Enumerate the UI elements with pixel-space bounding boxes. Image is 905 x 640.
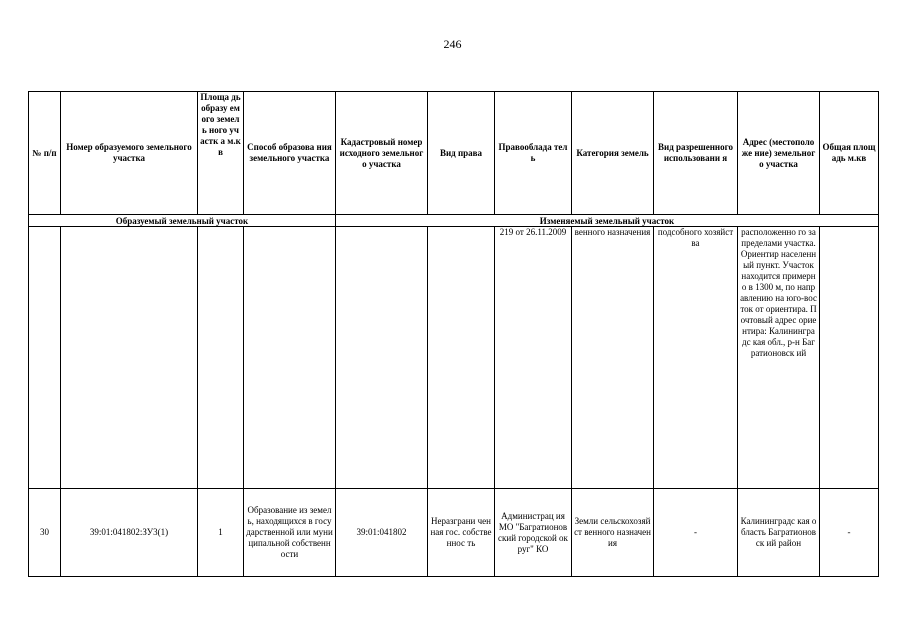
- table-row: [29, 227, 879, 489]
- land-plot-table: [28, 91, 879, 577]
- table-cell: Земли сельскохозяйст венного назначения: [572, 489, 654, 577]
- table-cell: [61, 227, 198, 489]
- table-cell: 30: [29, 489, 61, 577]
- table-cell: [198, 227, 244, 489]
- header-cell: Вид разрешенного использовани я: [654, 92, 738, 215]
- header-cell: Общая площадь м.кв: [820, 92, 879, 215]
- header-cell: Способ образова ния земельного участка: [244, 92, 336, 215]
- header-cell: Площа дь образу емого земель ного участк а м.кв: [198, 92, 244, 215]
- table-cell: 219 от 26.11.2009: [495, 227, 572, 489]
- table-cell: -: [654, 489, 738, 577]
- header-cell: Адрес (местоположе ние) земельного участка: [738, 92, 820, 215]
- header-row: [29, 92, 879, 215]
- table-cell: 1: [198, 489, 244, 577]
- header-cell: Вид права: [428, 92, 495, 215]
- header-cell: Кадастровый номер исходного земельного участка: [336, 92, 428, 215]
- table-cell: венного назначения: [572, 227, 654, 489]
- table-cell: -: [820, 489, 879, 577]
- table-cell: 39:01:041802: [336, 489, 428, 577]
- header-cell: № п/п: [29, 92, 61, 215]
- header-cell: Правооблада тель: [495, 92, 572, 215]
- table-row: [29, 489, 879, 577]
- section-row: [29, 215, 879, 227]
- table-cell: Администрац ия МО "Багратионов ский городской округ" КО: [495, 489, 572, 577]
- table-cell: [336, 227, 428, 489]
- table-cell: [820, 227, 879, 489]
- table-cell: Калининградс кая область Багратионовск ий район: [738, 489, 820, 577]
- table-cell: Образование из земель, находящихся в государственной или муниципальной собственности: [244, 489, 336, 577]
- table-cell: Неразграни ченная гос. собственнос ть: [428, 489, 495, 577]
- header-cell: Номер образуемого земельного участка: [61, 92, 198, 215]
- page-number: 246: [443, 37, 462, 51]
- table-cell: [244, 227, 336, 489]
- header-cell: Категория земель: [572, 92, 654, 215]
- section-right: Изменяемый земельный участок: [336, 215, 879, 227]
- table-cell: [29, 227, 61, 489]
- table-cell: [428, 227, 495, 489]
- table-cell: 39:01:041802:ЗУ3(1): [61, 489, 198, 577]
- table-cell: расположенно го за пределами участка. Ориентир населенный пункт. Участок находится примерно в 1300 м, по направлению на юго-восток от ориентира. Почтовый адрес ориентира: Калининградс кая обл., р-н Багратионовск ий: [738, 227, 820, 489]
- section-left: Образуемый земельный участок: [29, 215, 336, 227]
- table-cell: подсобного хозяйства: [654, 227, 738, 489]
